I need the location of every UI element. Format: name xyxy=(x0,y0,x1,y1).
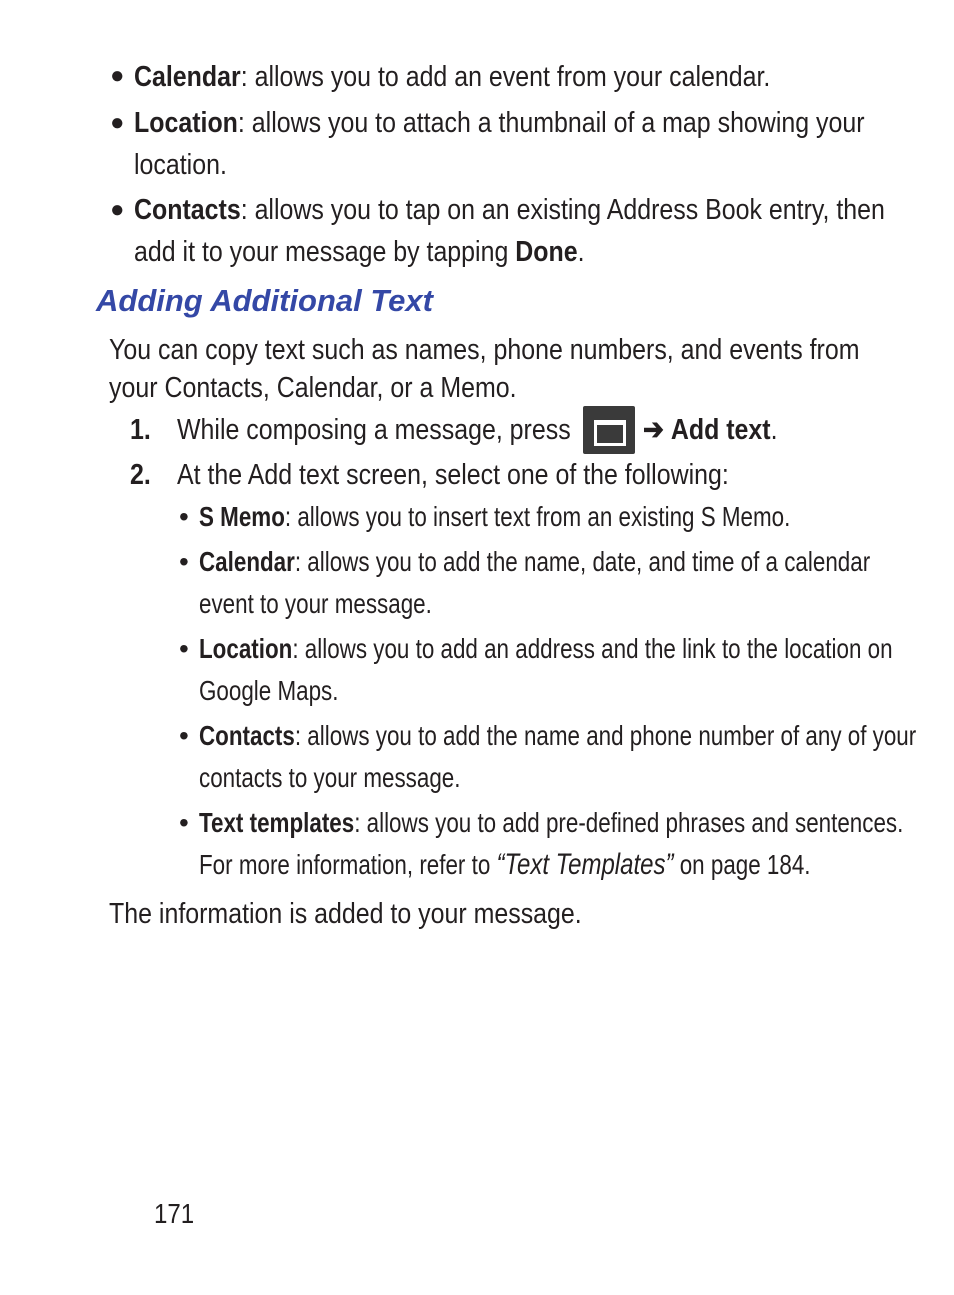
list-item xyxy=(199,628,954,670)
list-item-continuation: Google Maps. xyxy=(199,675,339,706)
list-item xyxy=(199,496,938,538)
list-item xyxy=(199,802,954,844)
step-number: 1. xyxy=(130,414,151,446)
list-item-continuation: add it to your message by tapping Done. xyxy=(134,236,585,268)
section-heading: Adding Additional Text xyxy=(96,283,433,318)
bullet-term: Calendar xyxy=(134,61,241,93)
bullet-term: Location xyxy=(134,107,238,139)
bullet-term: Contacts xyxy=(199,720,295,751)
arrow-icon: ➔ xyxy=(643,414,664,446)
list-item xyxy=(134,102,954,144)
list-item-continuation: event to your message. xyxy=(199,588,432,619)
bullet-text: : allows you to tap on an existing Address Book entry, then xyxy=(240,194,885,226)
list-item xyxy=(134,189,954,231)
step-text: At the Add text screen, select one of the following: xyxy=(177,459,729,491)
bullet-icon: • xyxy=(179,807,189,838)
bullet-text: : allows you to add the name and phone number of any of your xyxy=(294,720,917,751)
list-item-continuation: For more information, refer to “Text Templates” on page 184. xyxy=(199,848,811,881)
bullet-term: Location xyxy=(199,633,293,664)
list-item-continuation: contacts to your message. xyxy=(199,762,461,793)
menu-key-icon xyxy=(583,406,635,454)
cross-reference-link[interactable]: “Text Templates” xyxy=(496,848,674,881)
bullet-icon: • xyxy=(179,501,189,532)
bullet-text: : allows you to add the name, date, and time of a calendar xyxy=(294,546,871,577)
list-item xyxy=(199,715,954,757)
bullet-icon: ● xyxy=(110,62,125,89)
bullet-term: Contacts xyxy=(134,194,241,226)
bullet-text: : allows you to add an address and the link to the location on xyxy=(292,633,893,664)
intro-paragraph-line: your Contacts, Calendar, or a Memo. xyxy=(109,372,517,404)
intro-paragraph-line: You can copy text such as names, phone numbers, and events from xyxy=(109,334,860,366)
step-text: While composing a message, press xyxy=(177,414,571,446)
bullet-icon: • xyxy=(179,546,189,577)
bullet-icon: • xyxy=(179,633,189,664)
bullet-term: S Memo xyxy=(199,501,285,532)
list-item-continuation: location. xyxy=(134,149,227,181)
step-number: 2. xyxy=(130,459,151,491)
bullet-icon: • xyxy=(179,720,189,751)
bullet-text: : allows you to insert text from an existing S Memo. xyxy=(284,501,791,532)
bullet-icon: ● xyxy=(110,109,125,136)
bullet-text: : allows you to add pre-defined phrases and sentences. xyxy=(354,807,904,838)
bullet-term: Calendar xyxy=(199,546,295,577)
closing-sentence: The information is added to your message. xyxy=(109,898,582,930)
bullet-term: Text templates xyxy=(199,807,355,838)
page-number: 171 xyxy=(154,1198,195,1229)
list-item xyxy=(199,541,954,583)
bullet-text: : allows you to add an event from your calendar. xyxy=(240,61,771,93)
list-item xyxy=(134,56,874,98)
bullet-icon: ● xyxy=(110,196,125,223)
bullet-text: : allows you to attach a thumbnail of a map showing your xyxy=(237,107,865,139)
step-action: ➔ Add text. xyxy=(643,414,778,446)
add-text-label: Add text xyxy=(670,414,771,446)
